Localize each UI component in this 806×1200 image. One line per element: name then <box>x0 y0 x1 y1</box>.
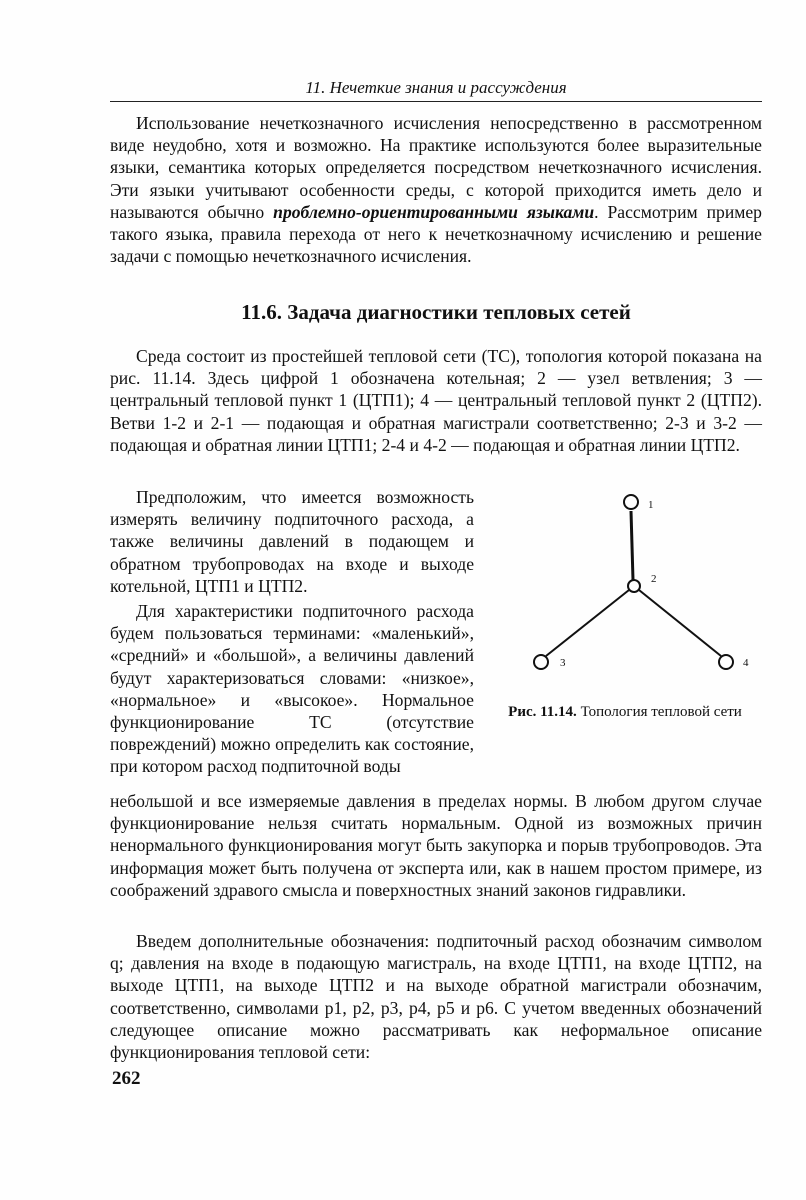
edge-2-4 <box>639 590 721 656</box>
paragraph-1: Среда состоит из простейшей тепловой сети (ТС), топология которой показана на рис. 11.14. Здесь цифрой 1 обозначена котельная; 2 — узел ветвления; 3 — центральный тепловой пункт 1 (ЦТП1); 4 — центральный тепловой пункт 2 (ЦТП2). Ветви 1-2 и 2-1 — подающая и обратная магистрали соответственно; 2-3 и 3-2 — подающая и обратная линии ЦТП1; 2-4 и 4-2 — подающая и обратная линии ЦТП2. <box>110 346 762 455</box>
edge-1-2 <box>631 511 633 580</box>
node-label-4: 4 <box>743 657 749 669</box>
caption-text: Топология тепловой сети <box>580 704 742 720</box>
caption-label: Рис. 11.14. <box>508 704 577 720</box>
edge-2-3 <box>546 590 629 656</box>
running-title: 11. Нечеткие знания и рассуждения <box>305 78 567 97</box>
node-2 <box>628 580 640 592</box>
figure-caption <box>494 703 756 722</box>
node-label-1: 1 <box>648 499 654 511</box>
intro-text-b: . Рассмотрим пример такого языка, правила перехода от него к нечеткозначному исчислению и решение задачи с помощью нечеткозначного исчисления. <box>110 201 762 267</box>
node-3 <box>534 655 548 669</box>
intro-text-a: Использование нечеткозначного исчисления непосредственно в рассмотренном виде неудобно, хотя и возможно. На практике используются более выразительные языки, семантика которых определяется посредством нечеткозначного исчисления. Эти языки учитывают особенности среды, с которой приходится иметь дело и называются обычно <box>110 113 762 222</box>
page-number: 262 <box>112 1068 141 1089</box>
intro-emphasis: проблемно-ориентированными языками <box>273 201 595 222</box>
node-label-2: 2 <box>651 573 657 585</box>
node-label-3: 3 <box>560 657 566 669</box>
node-1 <box>624 495 638 509</box>
paragraph-3-side: Для характеристики подпиточного расхода будем пользоваться терминами: «маленький», «средний» и «большой», а величины давлений будут характеризоваться словами: «низкое», «нормальное» и «высокое». Нормальное функционирование ТС (отсутствие повреждений) можно определить как состояние, при котором расход подпиточной воды <box>110 601 474 777</box>
paragraph-2: Предположим, что имеется возможность измерять величину подпиточного расхода, а также величины давлений в подающем и обратном трубопроводах на входе и выходе котельной, ЦТП1 и ЦТП2. <box>110 487 474 596</box>
paragraph-3-continued: небольшой и все измеряемые давления в пределах нормы. В любом другом случае функционирование нельзя считать нормальным. Одной из возможных причин ненормального функционирования могут быть закупорка и порыв трубопроводов. Эта информация может быть получена от эксперта или, как в нашем простом примере, из соображений здравого смысла и поверхностных знаний законов гидравлики. <box>110 791 762 900</box>
paragraph-4: Введем дополнительные обозначения: подпиточный расход обозначим символом q; давления на входе в подающую магистраль, на входе ЦТП1, на входе ЦТП2, на выходе ЦТП1, на выходе ЦТП2 и на выходе обратной магистрали обозначим, соответственно, символами p1, p2, p3, p4, p5 и p6. С учетом введенных обозначений следующее описание можно рассматривать как неформальное описание функционирования тепловой сети: <box>110 931 762 1063</box>
section-heading: 11.6. Задача диагностики тепловых сетей <box>241 300 631 324</box>
node-4 <box>719 655 733 669</box>
